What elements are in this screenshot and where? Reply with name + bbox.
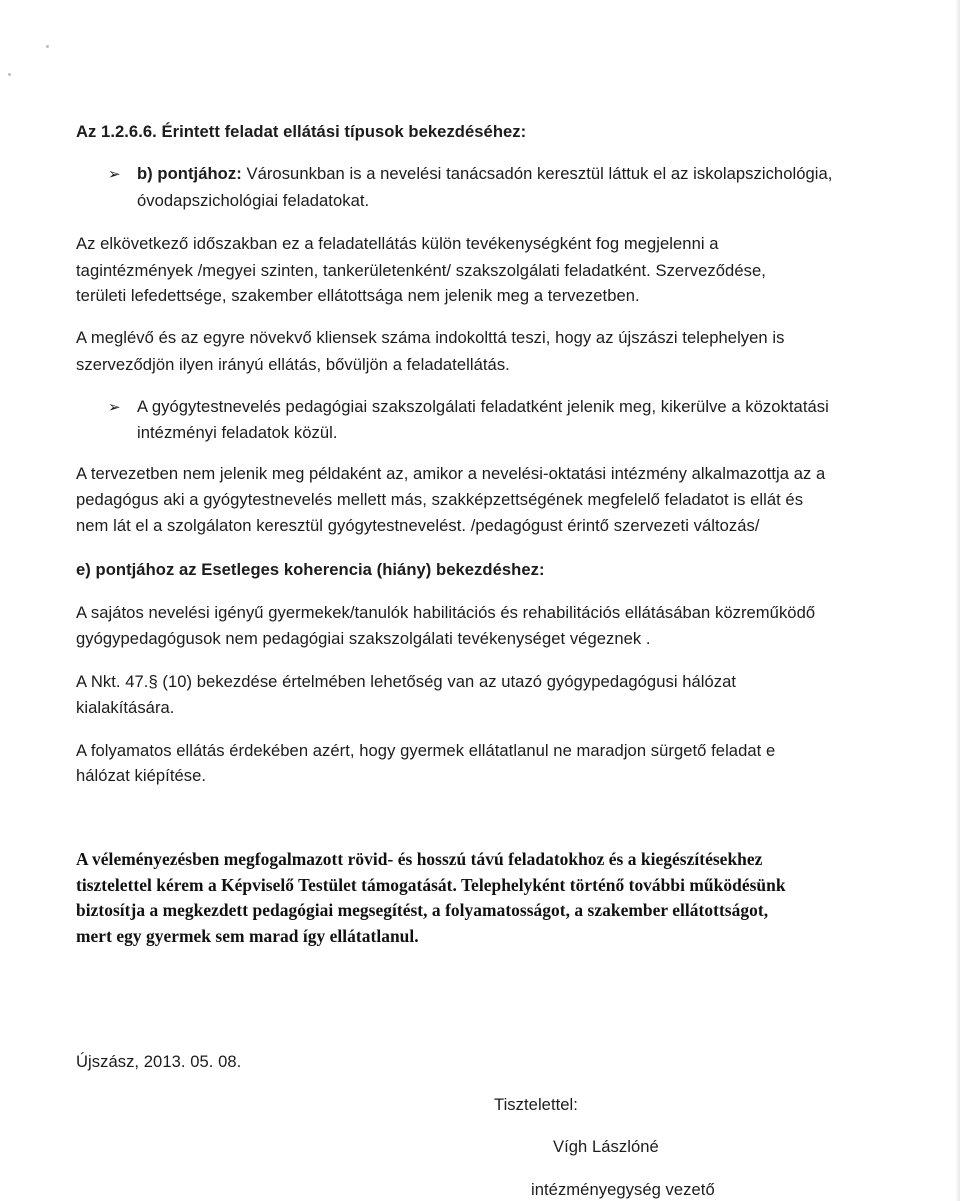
bullet-b-prefix: b) pontjához:: [137, 164, 242, 183]
place-date: Újszász, 2013. 05. 08.: [76, 1052, 242, 1071]
scan-speck: [8, 73, 11, 76]
paragraph-line: A meglévő és az egyre növekvő kliensek száma indokolttá teszi, hogy az újszászi telephelyen is: [76, 328, 785, 347]
paragraph-line: kialakítására.: [76, 698, 175, 717]
arrow-bullet-icon: ➢: [108, 165, 121, 183]
paragraph-line: A tervezetben nem jelenik meg példaként az, amikor a nevelési-oktatási intézmény alkalmazottja az a: [76, 464, 826, 483]
paragraph-line: hálózat kiépítése.: [76, 766, 207, 785]
paragraph-line: A folyamatos ellátás érdekében azért, hogy gyermek ellátatlanul ne maradjon sürgető feladat e: [76, 741, 776, 760]
bullet-b-line-2: óvodapszichológiai feladatokat.: [137, 191, 370, 210]
salutation: Tisztelettel:: [494, 1095, 578, 1114]
paragraph-line: tagintézmények /megyei szinten, tankerületenként/ szakszolgálati feladatként. Szerveződése,: [76, 261, 766, 280]
paragraph-line: A Nkt. 47.§ (10) bekezdése értelmében lehetőség van az utazó gyógypedagógusi hálózat: [76, 672, 737, 691]
closing-line: tisztelettel kérem a Képviselő Testület támogatását. Telephelyként történő további működésünk: [76, 875, 786, 895]
arrow-bullet-icon: ➢: [108, 398, 121, 416]
paragraph-line: szerveződjön ilyen irányú ellátás, bővüljön a feladatellátás.: [76, 355, 510, 374]
paragraph-line: nem lát el a szolgálaton keresztül gyógytestnevelést. /pedagógust érintő szervezeti változás/: [76, 516, 760, 535]
bullet-line: A gyógytestnevelés pedagógiai szakszolgálati feladatként jelenik meg, kikerülve a közoktatási: [137, 397, 829, 416]
section-heading: e) pontjához az Esetleges koherencia (hiány) bekezdéshez:: [76, 560, 545, 579]
bullet-b-line-1: [137, 163, 832, 185]
section-heading: Az 1.2.6.6. Érintett feladat ellátási típusok bekezdéséhez:: [76, 122, 527, 141]
bullet-line: intézményi feladatok közül.: [137, 423, 338, 442]
signer-title: intézményegység vezető: [531, 1180, 715, 1199]
paragraph-line: pedagógus aki a gyógytestnevelés mellett más, szakképzettségének megfelelő feladatot is ellát és: [76, 490, 804, 509]
scan-edge-shadow: [955, 0, 960, 1201]
paragraph-line: területi lefedettsége, szakember ellátottsága nem jelenik meg a tervezetben.: [76, 286, 640, 305]
closing-line: biztosítja a megkezdett pedagógiai megsegítést, a folyamatosságot, a szakember ellátottságot,: [76, 900, 769, 920]
paragraph-line: gyógypedagógusok nem pedagógiai szakszolgálati tevékenységet végeznek .: [76, 629, 651, 648]
closing-line: mert egy gyermek sem marad így ellátatlanul.: [76, 926, 419, 946]
paragraph-line: Az elkövetkező időszakban ez a feladatellátás külön tevékenységként fog megjelenni a: [76, 234, 719, 253]
bullet-b-text: Városunkban is a nevelési tanácsadón keresztül láttuk el az iskolapszichológia,: [241, 164, 833, 183]
signer-name: Vígh Lászlóné: [553, 1137, 659, 1156]
scan-speck: [46, 45, 49, 48]
paragraph-line: A sajátos nevelési igényű gyermekek/tanulók habilitációs és rehabilitációs ellátásában közreműködő: [76, 603, 816, 622]
closing-line: A véleményezésben megfogalmazott rövid- és hosszú távú feladatokhoz és a kiegészítésekhez: [76, 849, 763, 869]
